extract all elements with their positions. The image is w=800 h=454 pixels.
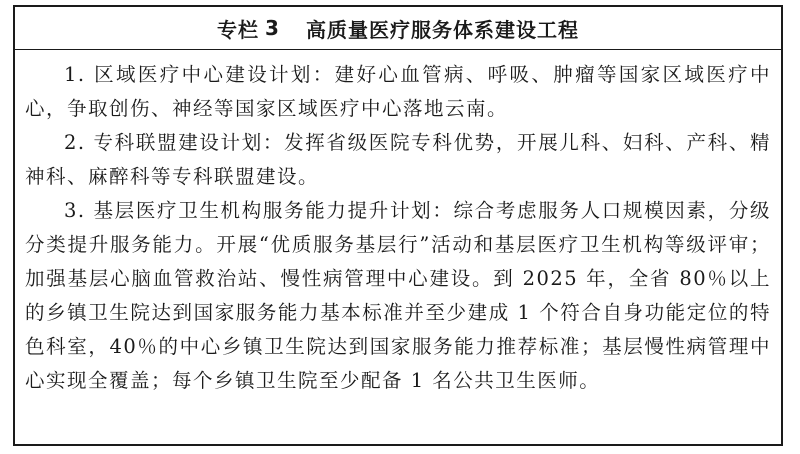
plan-item-3: 3. 基层医疗卫生机构服务能力提升计划：综合考虑服务人口规模因素，分级分类提升服务能力。开展“优质服务基层行”活动和基层医疗卫生机构等级评审；加强基层心脑血管救治站、慢性病管理中心建设。到 2025 年，全省 80％以上的乡镇卫生院达到国家服务能力基本标准并至少建成 1 个符合自身功能定位的特色科室，40％的中心乡镇卫生院达到国家服务能力推荐标准；基层慢性病管理中心实现全覆盖；每个乡镇卫生院至少配备 1 名公共卫生医师。: [25, 199, 771, 392]
column-number: 3: [265, 16, 280, 40]
column-body: [15, 50, 781, 398]
column-title: 高质量医疗服务体系建设工程: [305, 17, 579, 42]
column-box: [13, 5, 783, 446]
column-header: [15, 7, 781, 50]
plan-item-2: 2. 专科联盟建设计划：发挥省级医院专科优势，开展儿科、妇科、产科、精神科、麻醉科等专科联盟建设。: [25, 131, 771, 188]
plan-item-1: 1. 区域医疗中心建设计划：建好心血管病、呼吸、肿瘤等国家区域医疗中心，争取创伤、神经等国家区域医疗中心落地云南。: [25, 63, 771, 120]
column-label: 专栏: [217, 17, 260, 42]
